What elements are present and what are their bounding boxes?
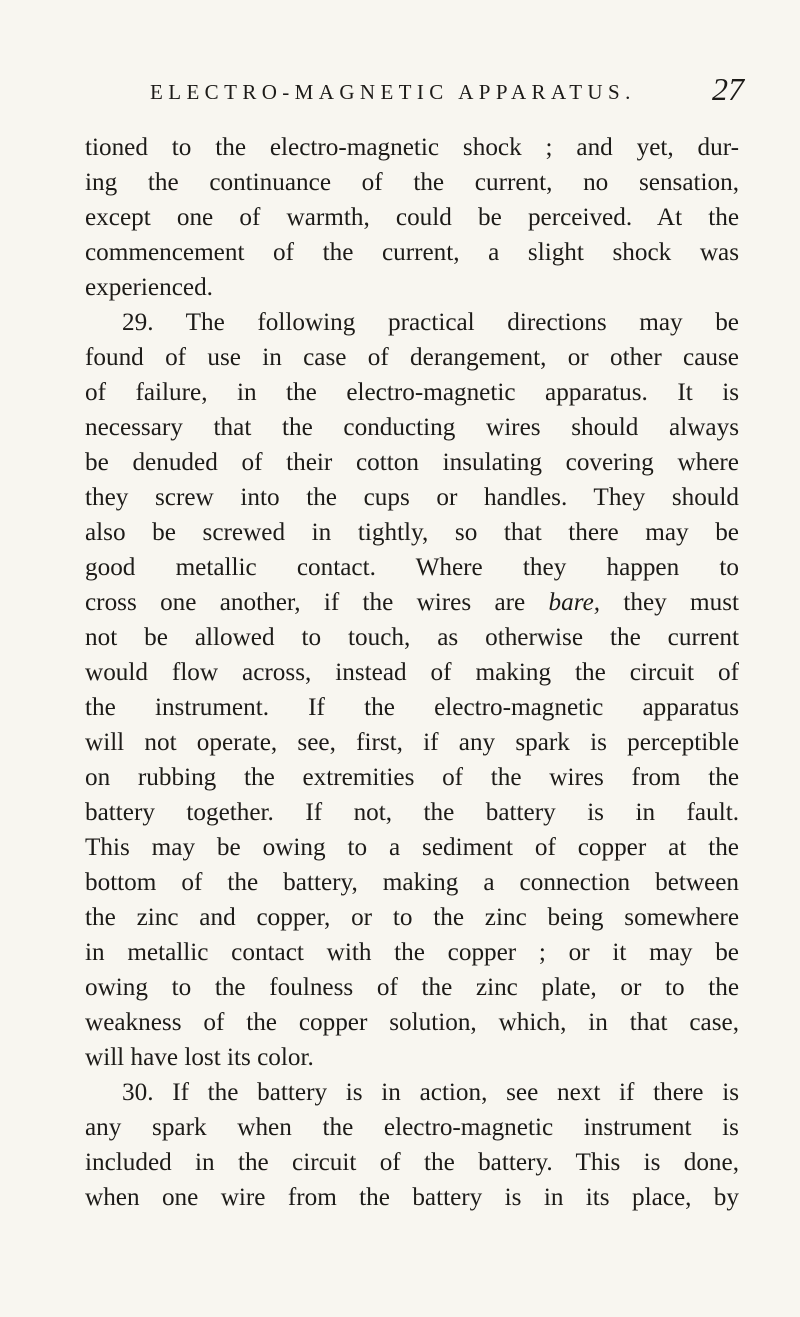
text-line: in metallic contact with the copper ; or it may be (85, 939, 739, 966)
text-segment: they must (623, 589, 739, 616)
text-line: they screw into the cups or handles. They should (85, 484, 739, 511)
text-line: This may be owing to a sediment of copper at the (85, 834, 739, 861)
text-line: the zinc and copper, or to the zinc being somewhere (85, 904, 739, 931)
text-line: on rubbing the extremities of the wires from the (85, 764, 739, 791)
text-line: will not operate, see, first, if any spark is perceptible (85, 729, 739, 756)
text-line: when one wire from the battery is in its place, by (85, 1184, 739, 1211)
text-line: be denuded of their cotton insulating covering where (85, 449, 739, 476)
text-line: of failure, in the electro-magnetic apparatus. It is (85, 379, 739, 406)
text-line: would flow across, instead of making the circuit of (85, 659, 739, 686)
text-line: not be allowed to touch, as otherwise the current (85, 624, 739, 651)
text-line-with-italic (85, 585, 739, 620)
running-title: ELECTRO-MAGNETIC APPARATUS. (150, 80, 636, 104)
text-line: included in the circuit of the battery. This is done, (85, 1149, 739, 1176)
text-line: found of use in case of derangement, or other cause (85, 344, 739, 371)
text-line: bottom of the battery, making a connection between (85, 869, 739, 896)
text-line: tioned to the electro-magnetic shock ; and yet, dur- (85, 134, 739, 161)
text-segment: cross one another, if the wires are (85, 589, 526, 616)
text-line: any spark when the electro-magnetic instrument is (85, 1114, 739, 1141)
text-line: commencement of the current, a slight shock was (85, 239, 739, 266)
text-line: weakness of the copper solution, which, in that case, (85, 1009, 739, 1036)
text-line: the instrument. If the electro-magnetic apparatus (85, 694, 739, 721)
text-line: owing to the foulness of the zinc plate, or to the (85, 974, 739, 1001)
text-line: will have lost its color. (85, 1044, 314, 1071)
text-line: except one of warmth, could be perceived. At the (85, 204, 739, 231)
text-line: necessary that the conducting wires should always (85, 414, 739, 441)
paragraph-start-line: 29. The following practical directions may be (122, 309, 739, 336)
page-number: 27 (712, 71, 744, 107)
text-line: experienced. (85, 274, 213, 301)
running-head (150, 71, 744, 110)
text-line: battery together. If not, the battery is in fault. (85, 799, 739, 826)
body-text (85, 130, 739, 1215)
italic-word: bare, (548, 589, 601, 616)
paragraph-start-line: 30. If the battery is in action, see next if there is (122, 1079, 739, 1106)
text-line: also be screwed in tightly, so that there may be (85, 519, 739, 546)
text-line: ing the continuance of the current, no sensation, (85, 169, 739, 196)
text-line: good metallic contact. Where they happen to (85, 554, 739, 581)
